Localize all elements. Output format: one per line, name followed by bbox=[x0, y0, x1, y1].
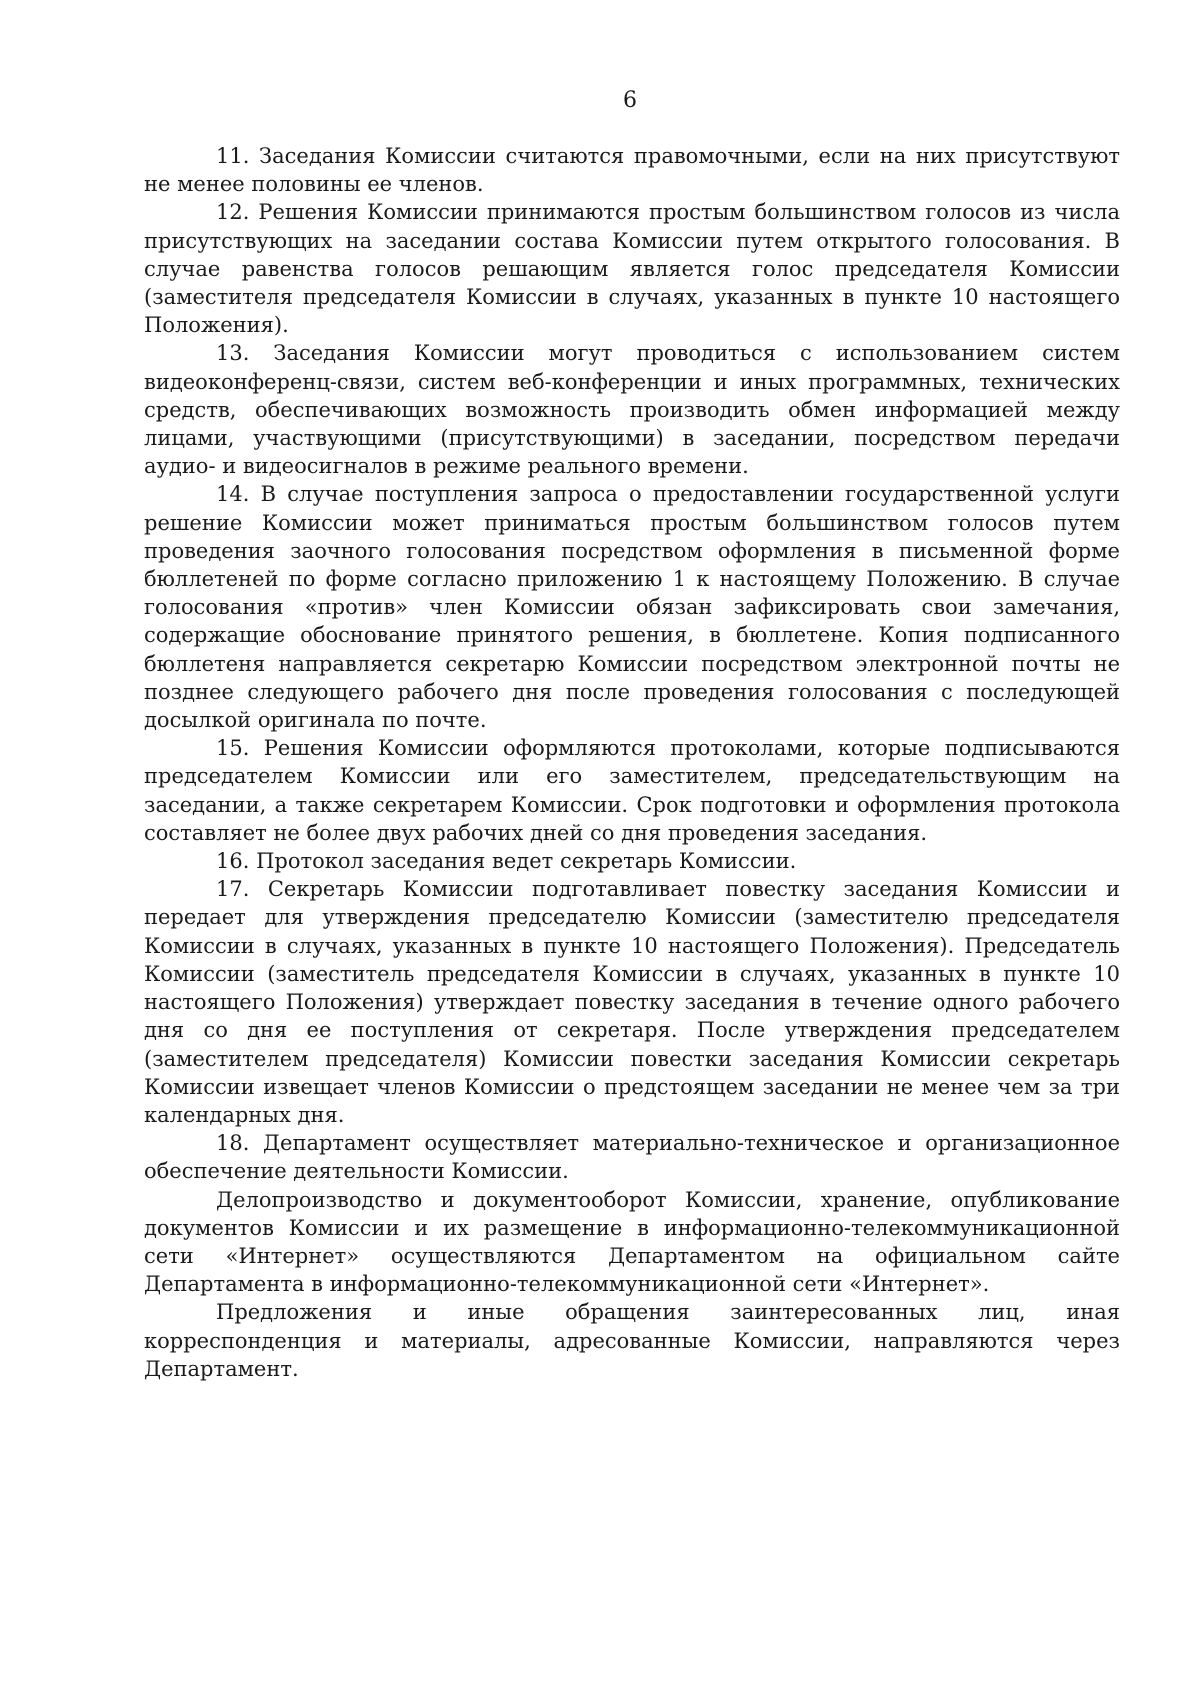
paragraph-13: 13. Заседания Комиссии могут проводиться с использованием систем видеоконференц-связи, систем веб-конференции и иных программных, технических средств, обеспечивающих возможность производить обмен информацией между лицами, участвующими (присутствующими) в заседании, посредством передачи аудио- и видеосигналов в режиме реального времени. bbox=[144, 341, 1120, 479]
paragraph-16: 16. Протокол заседания ведет секретарь Комиссии. bbox=[216, 849, 797, 874]
paragraph-11: 11. Заседания Комиссии считаются правомочными, если на них присутствуют не менее половины ее членов. bbox=[144, 144, 1120, 197]
paragraph-12: 12. Решения Комиссии принимаются простым большинством голосов из числа присутствующих на заседании состава Комиссии путем открытого голосования. В случае равенства голосов решающим является голос председателя Комиссии (заместителя председателя Комиссии в случаях, указанных в пункте 10 настоящего Положения). bbox=[144, 200, 1120, 338]
paragraph-15: 15. Решения Комиссии оформляются протоколами, которые подписываются председателем Комиссии или его заместителем, председательствующим на заседании, а также секретарем Комиссии. Срок подготовки и оформления протокола составляет не более двух рабочих дней со дня проведения заседания. bbox=[144, 736, 1120, 845]
page-number: 6 bbox=[623, 88, 637, 113]
paragraph-14: 14. В случае поступления запроса о предоставлении государственной услуги решение Комиссии может приниматься простым большинством голосов путем проведения заочного голосования посредством оформления в письменной форме бюллетеней по форме согласно приложению 1 к настоящему Положению. В случае голосования «против» член Комиссии обязан зафиксировать свои замечания, содержащие обоснование принятого решения, в бюллетене. Копия подписанного бюллетеня направляется секретарю Комиссии посредством электронной почты не позднее следующего рабочего дня после проведения голосования с последующей досылкой оригинала по почте. bbox=[144, 482, 1120, 733]
document-body bbox=[144, 142, 1120, 1383]
paragraph-17: 17. Секретарь Комиссии подготавливает повестку заседания Комиссии и передает для утверждения председателю Комиссии (заместителю председателя Комиссии в случаях, указанных в пункте 10 настоящего Положения). Председатель Комиссии (заместитель председателя Комиссии в случаях, указанных в пункте 10 настоящего Положения) утверждает повестку заседания в течение одного рабочего дня со дня ее поступления от секретаря. После утверждения председателем (заместителем председателя) Комиссии повестки заседания Комиссии секретарь Комиссии извещает членов Комиссии о предстоящем заседании не менее чем за три календарных дня. bbox=[144, 877, 1120, 1127]
paragraph-records-management: Делопроизводство и документооборот Комиссии, хранение, опубликование документов Комиссии и их размещение в информационно-телекоммуникационной сети «Интернет» осуществляются Департаментом на официальном сайте Департамента в информационно-телекоммуникационной сети «Интернет». bbox=[144, 1187, 1120, 1297]
paragraph-18: 18. Департамент осуществляет материально-техническое и организационное обеспечение деятельности Комиссии. bbox=[144, 1131, 1120, 1184]
paragraph-proposals: Предложения и иные обращения заинтересованных лиц, иная корреспонденция и материалы, адресованные Комиссии, направляются через Департамент. bbox=[144, 1300, 1120, 1381]
